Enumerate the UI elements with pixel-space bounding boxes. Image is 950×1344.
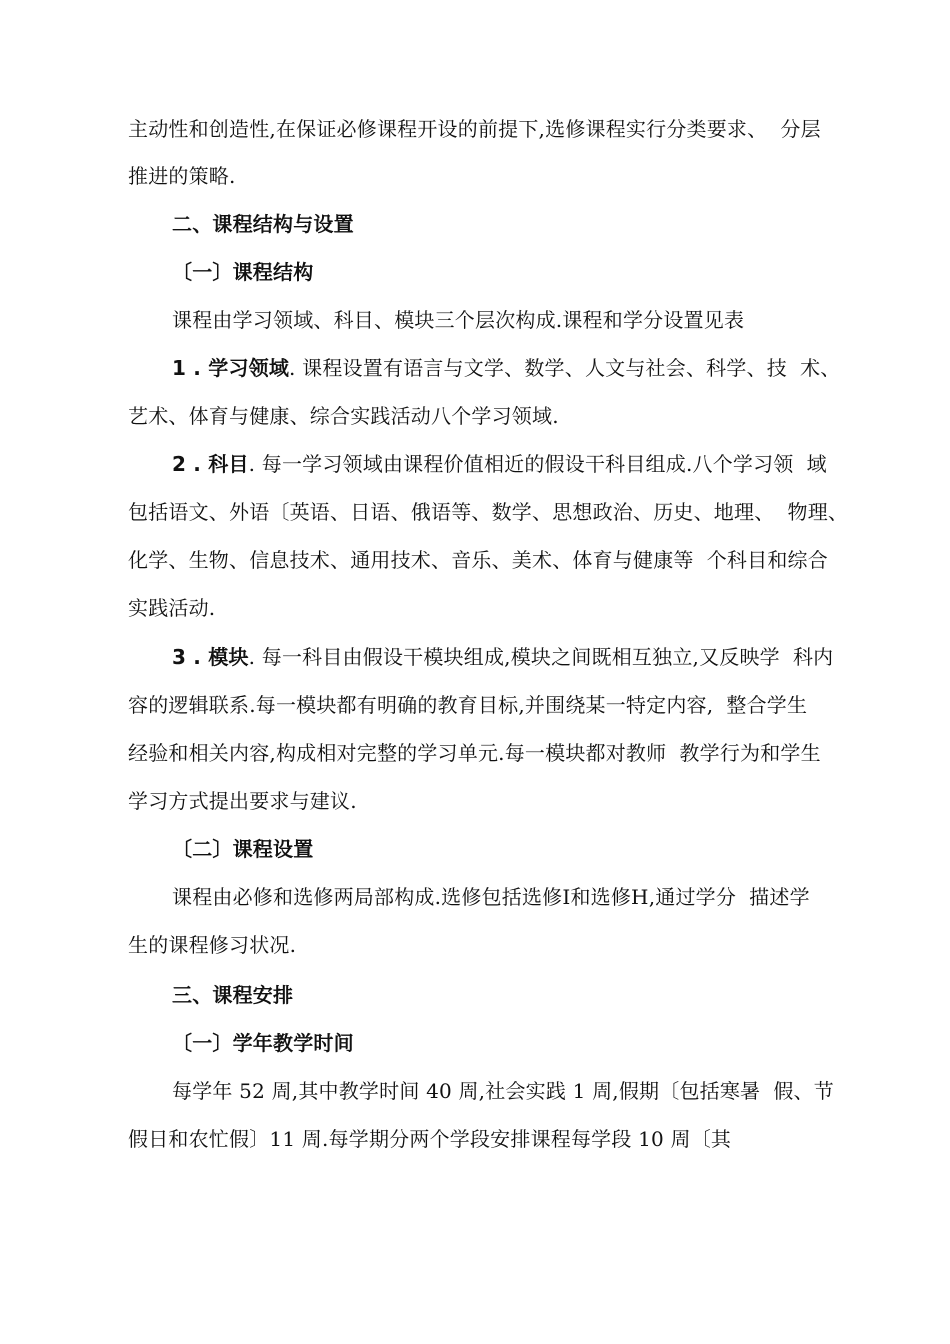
- item-lead: 3 . 模块: [172, 645, 249, 669]
- subsection-heading: 〔一〕课程结构: [172, 260, 314, 284]
- paragraph-line: 包括语文、外语〔英语、日语、俄语等、数学、思想政治、历史、地理、 物理、: [128, 500, 849, 524]
- paragraph-line: 课程由学习领域、科目、模块三个层次构成.课程和学分设置见表: [172, 308, 745, 332]
- paragraph-line: 2 . 科目. 每一学习领域由课程价值相近的假设干科目组成.八个学习领 域: [172, 452, 827, 476]
- paragraph-line: 艺术、体育与健康、综合实践活动八个学习领域.: [128, 404, 559, 428]
- paragraph-line: 假日和农忙假〕11 周.每学期分两个学段安排课程每学段 10 周〔其: [128, 1127, 732, 1151]
- paragraph-line: 主动性和创造性,在保证必修课程开设的前提下,选修课程实行分类要求、 分层: [128, 117, 821, 141]
- item-lead: 2 . 科目: [172, 452, 249, 476]
- subsection-heading: 〔一〕学年教学时间: [172, 1031, 354, 1055]
- paragraph-line: 1 . 学习领域. 课程设置有语言与文学、数学、人文与社会、科学、技 术、: [172, 356, 841, 380]
- paragraph-line: 课程由必修和选修两局部构成.选修包括选修Ⅰ和选修H,通过学分 描述学: [172, 885, 810, 909]
- subsection-heading: 〔二〕课程设置: [172, 837, 314, 861]
- paragraph-line: 学习方式提出要求与建议.: [128, 789, 357, 813]
- paragraph-line: 3 . 模块. 每一科目由假设干模块组成,模块之间既相互独立,又反映学 科内: [172, 645, 834, 669]
- paragraph-line: 容的逻辑联系.每一模块都有明确的教育目标,并围绕某一特定内容, 整合学生: [128, 693, 808, 717]
- section-heading: 二、课程结构与设置: [172, 212, 354, 236]
- item-lead: 1 . 学习领域: [172, 356, 290, 380]
- paragraph-line: 化学、生物、信息技术、通用技术、音乐、美术、体育与健康等 个科目和综合: [128, 548, 828, 572]
- paragraph-line: 推进的策略.: [128, 164, 236, 188]
- section-heading: 三、课程安排: [172, 983, 294, 1007]
- paragraph-line: 生的课程修习状况.: [128, 933, 297, 957]
- paragraph-line: 经验和相关内容,构成相对完整的学习单元.每一模块都对教师 教学行为和学生: [128, 741, 821, 765]
- paragraph-line: 实践活动.: [128, 596, 216, 620]
- paragraph-line: 每学年 52 周,其中教学时间 40 周,社会实践 1 周,假期〔包括寒暑 假、节: [172, 1079, 834, 1103]
